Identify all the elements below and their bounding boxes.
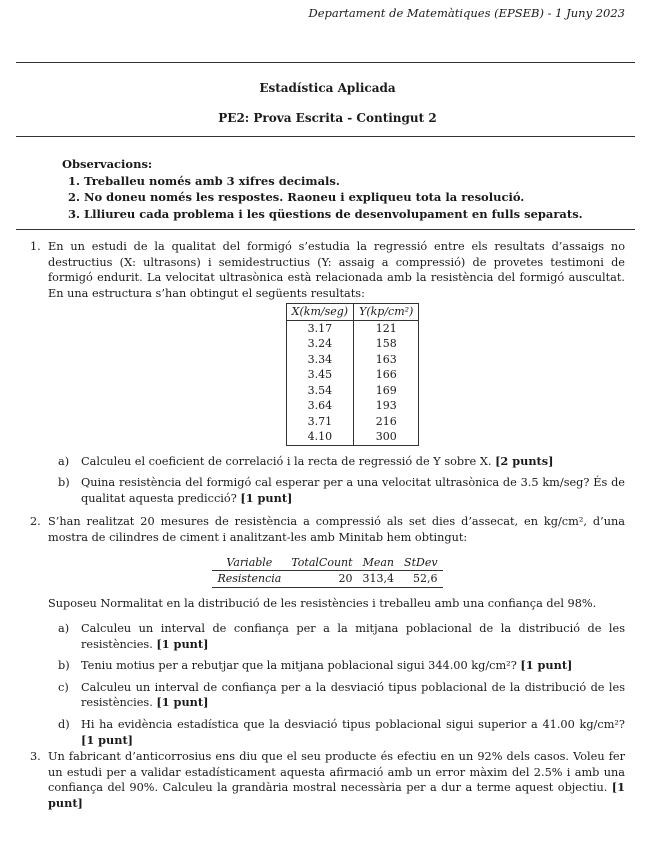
points: [1 punt] xyxy=(48,780,626,810)
cell-y: 300 xyxy=(354,429,419,445)
table-row xyxy=(286,352,419,368)
subquestion-2b xyxy=(58,658,625,674)
subquestion-1b xyxy=(58,475,625,506)
subquestion-text: Teniu motius per a rebutjar que la mitjana poblacional sigui 344.00 kg/cm²? xyxy=(81,659,517,673)
question-3 xyxy=(30,749,625,811)
subquestion-text: Quina resistència del formigó cal esperar per a una velocitat ultrasònica de 3.5 km/seg? És de qualitat aquesta predicció? xyxy=(81,476,625,505)
points: [1 punt] xyxy=(156,636,209,651)
points: [1 punt] xyxy=(81,732,134,747)
minitab-table xyxy=(212,555,442,587)
points: [1 punt] xyxy=(520,658,573,673)
table-row xyxy=(286,383,419,399)
cell-x: 3.24 xyxy=(286,336,353,352)
question-number: 1. xyxy=(30,240,41,253)
cell-y: 163 xyxy=(354,352,419,368)
cell: 52,6 xyxy=(399,571,443,587)
divider-top xyxy=(16,62,635,63)
exam-subtitle: PE2: Prova Escrita - Contingut 2 xyxy=(218,111,437,125)
subquestion-label: d) xyxy=(58,717,70,731)
table-row xyxy=(286,398,419,414)
cell-y: 166 xyxy=(354,367,419,383)
cell-x: 3.71 xyxy=(286,414,353,430)
column-header: Mean xyxy=(358,555,400,571)
divider-mid xyxy=(16,136,635,137)
question-text: En un estudi de la qualitat del formigó s’estudia la regressió entre els resultats d’assaigs no destructius (X: ultrasons) i semidestructius (Y: assaig a compressió) de provetes testimoni de formigó endurit. La velocitat ultrasònica està relacionada amb la resistència del formigó auscultat. En una estructura s’han obtingut el següents resultats: xyxy=(48,240,625,300)
column-header: TotalCount xyxy=(286,555,357,571)
divider-bottom xyxy=(16,229,635,230)
cell-x: 3.45 xyxy=(286,367,353,383)
subquestion-label: b) xyxy=(58,659,70,673)
course-title: Estadística Aplicada xyxy=(259,81,396,95)
observations-heading: Observacions: xyxy=(62,157,153,171)
cell-x: 3.54 xyxy=(286,383,353,399)
subquestion-text: Calculeu el coeficient de correlació i la recta de regressió de Y sobre X. xyxy=(81,454,492,468)
subquestion-text: Hi ha evidència estadística que la desviació tipus poblacional sigui superior a 41.00 kg/cm²? xyxy=(81,717,625,731)
subquestion-label: b) xyxy=(58,476,70,490)
table-row xyxy=(286,429,419,445)
cell-x: 3.64 xyxy=(286,398,353,414)
table-row xyxy=(286,336,419,352)
observations xyxy=(62,156,583,223)
table-row xyxy=(286,414,419,430)
subquestion-2d xyxy=(58,717,625,748)
cell-y: 193 xyxy=(354,398,419,414)
table-row xyxy=(286,367,419,383)
cell-y: 158 xyxy=(354,336,419,352)
subquestion-2a xyxy=(58,621,625,652)
question-2 xyxy=(30,514,625,748)
subquestion-label: a) xyxy=(58,454,70,468)
cell-y: 216 xyxy=(354,414,419,430)
observation-item: 1. Treballeu només amb 3 xifres decimals. xyxy=(84,173,583,190)
cell-x: 4.10 xyxy=(286,429,353,445)
points: [1 punt] xyxy=(240,490,293,505)
cell: Resistencia xyxy=(212,571,286,587)
column-header-x: X(km/seg) xyxy=(286,304,353,321)
cell: 20 xyxy=(286,571,357,587)
table-row xyxy=(212,571,442,587)
cell-x: 3.17 xyxy=(286,320,353,336)
assumption-text: Suposeu Normalitat en la distribució de les resistències i treballeu amb una confiança del 98%. xyxy=(48,596,597,610)
question-number: 2. xyxy=(30,515,41,528)
question-text xyxy=(48,749,625,811)
observation-item: 3. Llliureu cada problema i les qüestions de desenvolupament en fulls separats. xyxy=(84,206,583,223)
cell-y: 121 xyxy=(354,320,419,336)
points: [2 punts] xyxy=(495,453,554,468)
subquestion-label: a) xyxy=(58,622,70,636)
column-header-y: Y(kp/cm²) xyxy=(354,304,419,321)
column-header: Variable xyxy=(212,555,286,571)
column-header: StDev xyxy=(399,555,443,571)
observation-item: 2. No doneu només les respostes. Raoneu i expliqueu tota la resolució. xyxy=(84,189,583,206)
points: [1 punt] xyxy=(156,695,209,710)
cell: 313,4 xyxy=(358,571,400,587)
question-1 xyxy=(30,239,625,507)
subquestion-text: Calculeu un interval de confiança per a la desviació tipus poblacional de la distribució de les resistències. xyxy=(81,680,625,710)
subquestion-label: c) xyxy=(58,680,69,694)
question-number: 3. xyxy=(30,750,41,763)
table-row xyxy=(286,320,419,336)
question-body: Un fabricant d’anticorrosius ens diu que el seu producte és efectiu en un 92% dels casos. Voleu fer un estudi per a validar estadísticament aquesta afirmació amb un error màxim del 2.5% i amb una confiança del 90%. Calculeu la grandària mostral necessària per a dur a terme aquest objectiu. xyxy=(48,750,625,795)
question-text: S’han realitzat 20 mesures de resistència a compressió als set dies d’assecat, en kg/cm², d’una mostra de cilindres de ciment i analitzant-les amb Minitab hem obtingut: xyxy=(48,515,625,544)
data-table xyxy=(286,303,420,446)
subquestion-text: Calculeu un interval de confiança per a la mitjana poblacional de la distribució de les resistències. xyxy=(81,622,625,651)
cell-y: 169 xyxy=(354,383,419,399)
exam-header: Departament de Matemàtiques (EPSEB) - 1 Juny 2023 xyxy=(308,6,625,20)
subquestion-1a xyxy=(58,454,625,470)
subquestion-2c xyxy=(58,680,625,711)
cell-x: 3.34 xyxy=(286,352,353,368)
